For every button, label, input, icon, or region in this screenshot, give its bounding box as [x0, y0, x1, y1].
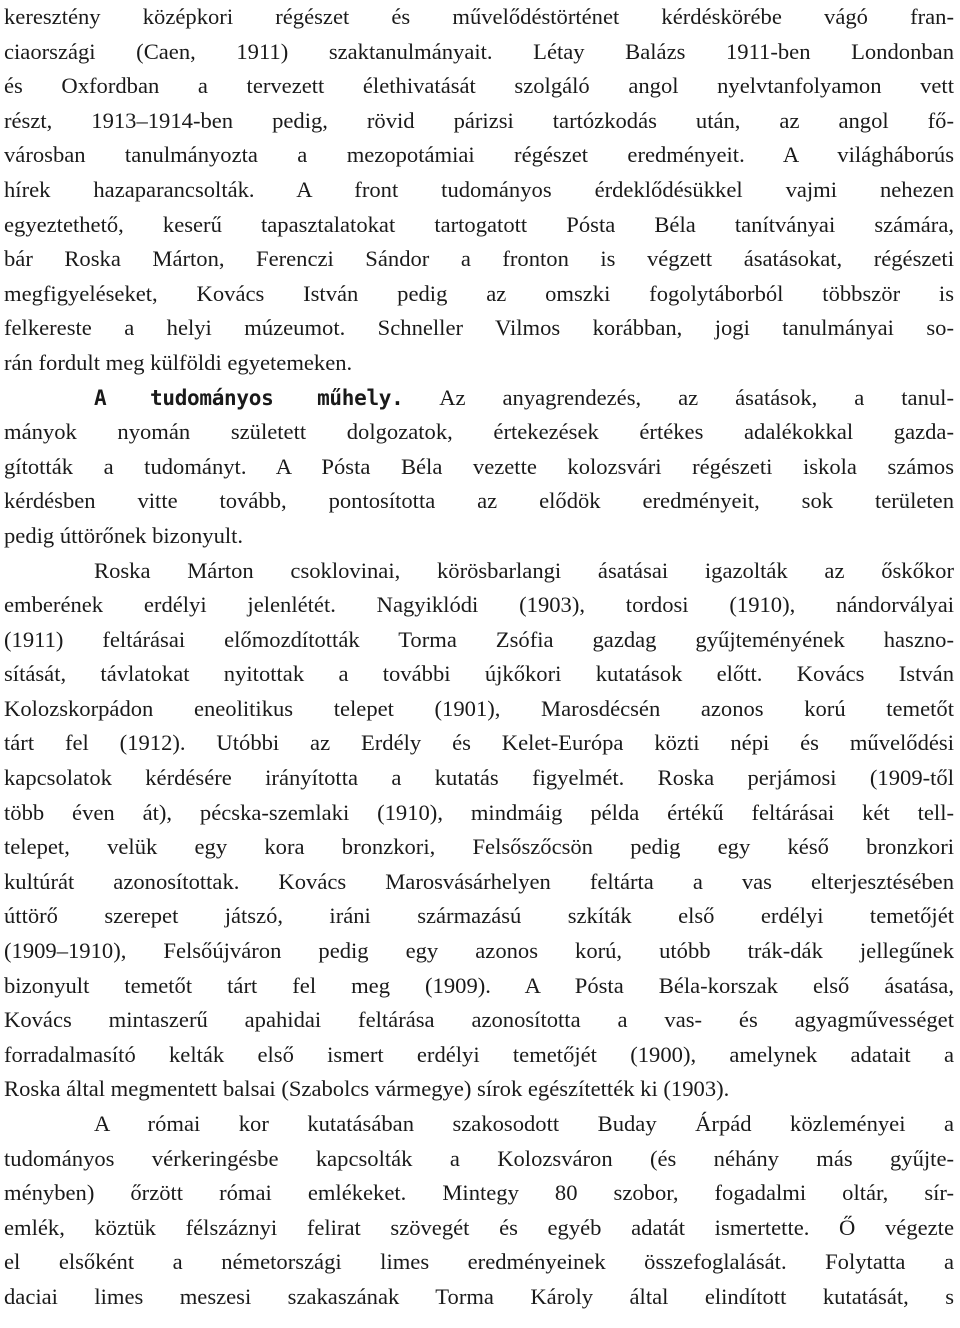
paragraph-roman	[4, 1107, 954, 1315]
text-run: Az anyagrendezés, az ásatások, a tanul-	[403, 384, 954, 410]
paragraph-intro	[4, 0, 954, 381]
text-line: Roska által megmentett balsai (Szabolcs vármegye) sírok egészítették ki (1903).	[4, 1076, 730, 1102]
text-line: bár Roska Márton, Ferenczi Sándor a fronton is végzett ásatásokat, régészeti	[4, 246, 954, 272]
text-line: Kolozskorpádon eneolitikus telepet (1901), Marosdécsén azonos korú temetőt	[4, 695, 954, 721]
section-heading: A tudományos műhely.	[94, 385, 404, 410]
text-line: bizonyult temetőt tárt fel meg (1909). A Pósta Béla-korszak első ásatása,	[4, 972, 954, 998]
text-line: ményben) őrzött római emlékeket. Mintegy 80 szobor, fogadalmi oltár, sír-	[4, 1180, 954, 1206]
text-line: városban tanulmányozta a mezopotámiai régészet eredményeit. A világháborús	[4, 142, 954, 168]
text-line: tudományos vérkeringésbe kapcsolták a Kolozsváron (és néhány más gyűjte-	[4, 1145, 954, 1171]
text-line: keresztény középkori régészet és művelődéstörténet kérdéskörébe vágó fran-	[4, 4, 954, 29]
text-line: több éven át), pécska-szemlaki (1910), mindmáig példa értékű feltárásai két tell-	[4, 799, 954, 825]
paragraph-workshop	[4, 381, 954, 554]
text-line: felkereste a helyi múzeumot. Schneller Vilmos korábban, jogi tanulmányai so-	[4, 315, 954, 341]
text-line: egyeztethető, keserű tapasztalatokat tartogatott Pósta Béla tanítványai számára,	[4, 211, 954, 237]
paragraph-roska	[4, 554, 954, 1108]
text-line: megfigyeléseket, Kovács István pedig az omszki fogolytáborból többször is	[4, 280, 954, 306]
text-line: daciai limes meszesi szakaszának Torma Károly által elindított kutatását, s	[4, 1283, 954, 1309]
text-line: emlék, köztük félszáznyi felirat szövegét és egyéb adatát ismertette. Ő végezte	[4, 1214, 954, 1240]
text-line: A római kor kutatásában szakosodott Buday Árpád közleményei a	[94, 1111, 954, 1136]
text-line: hírek hazaparancsolták. A front tudományos érdeklődésükkel vajmi nehezen	[4, 176, 954, 202]
text-line: Roska Márton csoklovinai, körösbarlangi ásatásai igazolták az őskőkor	[94, 557, 954, 583]
text-line: pedig úttörőnek bizonyult.	[4, 522, 244, 548]
text-line: (1909–1910), Felsőújváron pedig egy azonos korú, utóbb trák-dák jellegűnek	[4, 938, 954, 964]
text-line: úttörő szerepet játszó, iráni származású szkíták első erdélyi temetőjét	[4, 903, 954, 929]
text-line: kapcsolatok kérdésére irányította a kutatás figyelmét. Roska perjámosi (1909-től	[4, 765, 954, 791]
text-line: gították a tudományt. A Pósta Béla vezette kolozsvári régészeti iskola számos	[4, 453, 954, 479]
text-line: el elsőként a németországi limes eredményeinek összefoglalását. Folytatta a	[4, 1249, 954, 1275]
text-line: sítását, távlatokat nyitottak a további újkőkori kutatások előtt. Kovács István	[4, 661, 954, 687]
text-line: ciaországi (Caen, 1911) szaktanulmányait. Létay Balázs 1911-ben Londonban	[4, 38, 954, 64]
text-line: részt, 1913–1914-ben pedig, rövid párizsi tartózkodás után, az angol fő-	[4, 107, 954, 133]
text-line	[4, 381, 954, 416]
text-line: kultúrát azonosítottak. Kovács Marosvásárhelyen feltárta a vas elterjesztésében	[4, 868, 954, 894]
text-line: tárt fel (1912). Utóbbi az Erdély és Kelet-Európa közti népi és művelődési	[4, 730, 954, 756]
document-page	[4, 0, 954, 1315]
text-line: kérdésben vitte tovább, pontosította az elődök eredményeit, sok területen	[4, 488, 954, 514]
text-line: és Oxfordban a tervezett élethivatását szolgáló angol nyelvtanfolyamon vett	[4, 73, 954, 99]
text-line: (1911) feltárásai előmozdították Torma Zsófia gazdag gyűjteményének haszno-	[4, 626, 954, 652]
text-line: forradalmasító kelták első ismert erdélyi temetőjét (1900), amelynek adatait a	[4, 1041, 954, 1067]
text-line: rán fordult meg külföldi egyetemeken.	[4, 349, 353, 375]
text-line: emberének erdélyi jelenlétét. Nagyiklódi (1903), tordosi (1910), nándorvályai	[4, 592, 954, 618]
text-line: Kovács mintaszerű apahidai feltárása azonosította a vas- és agyagművességet	[4, 1007, 954, 1033]
text-line: mányok nyomán született dolgozatok, értekezések értékes adalékokkal gazda-	[4, 419, 954, 445]
text-line: telepet, velük egy kora bronzkori, Felsőszőcsön pedig egy késő bronzkori	[4, 834, 954, 860]
